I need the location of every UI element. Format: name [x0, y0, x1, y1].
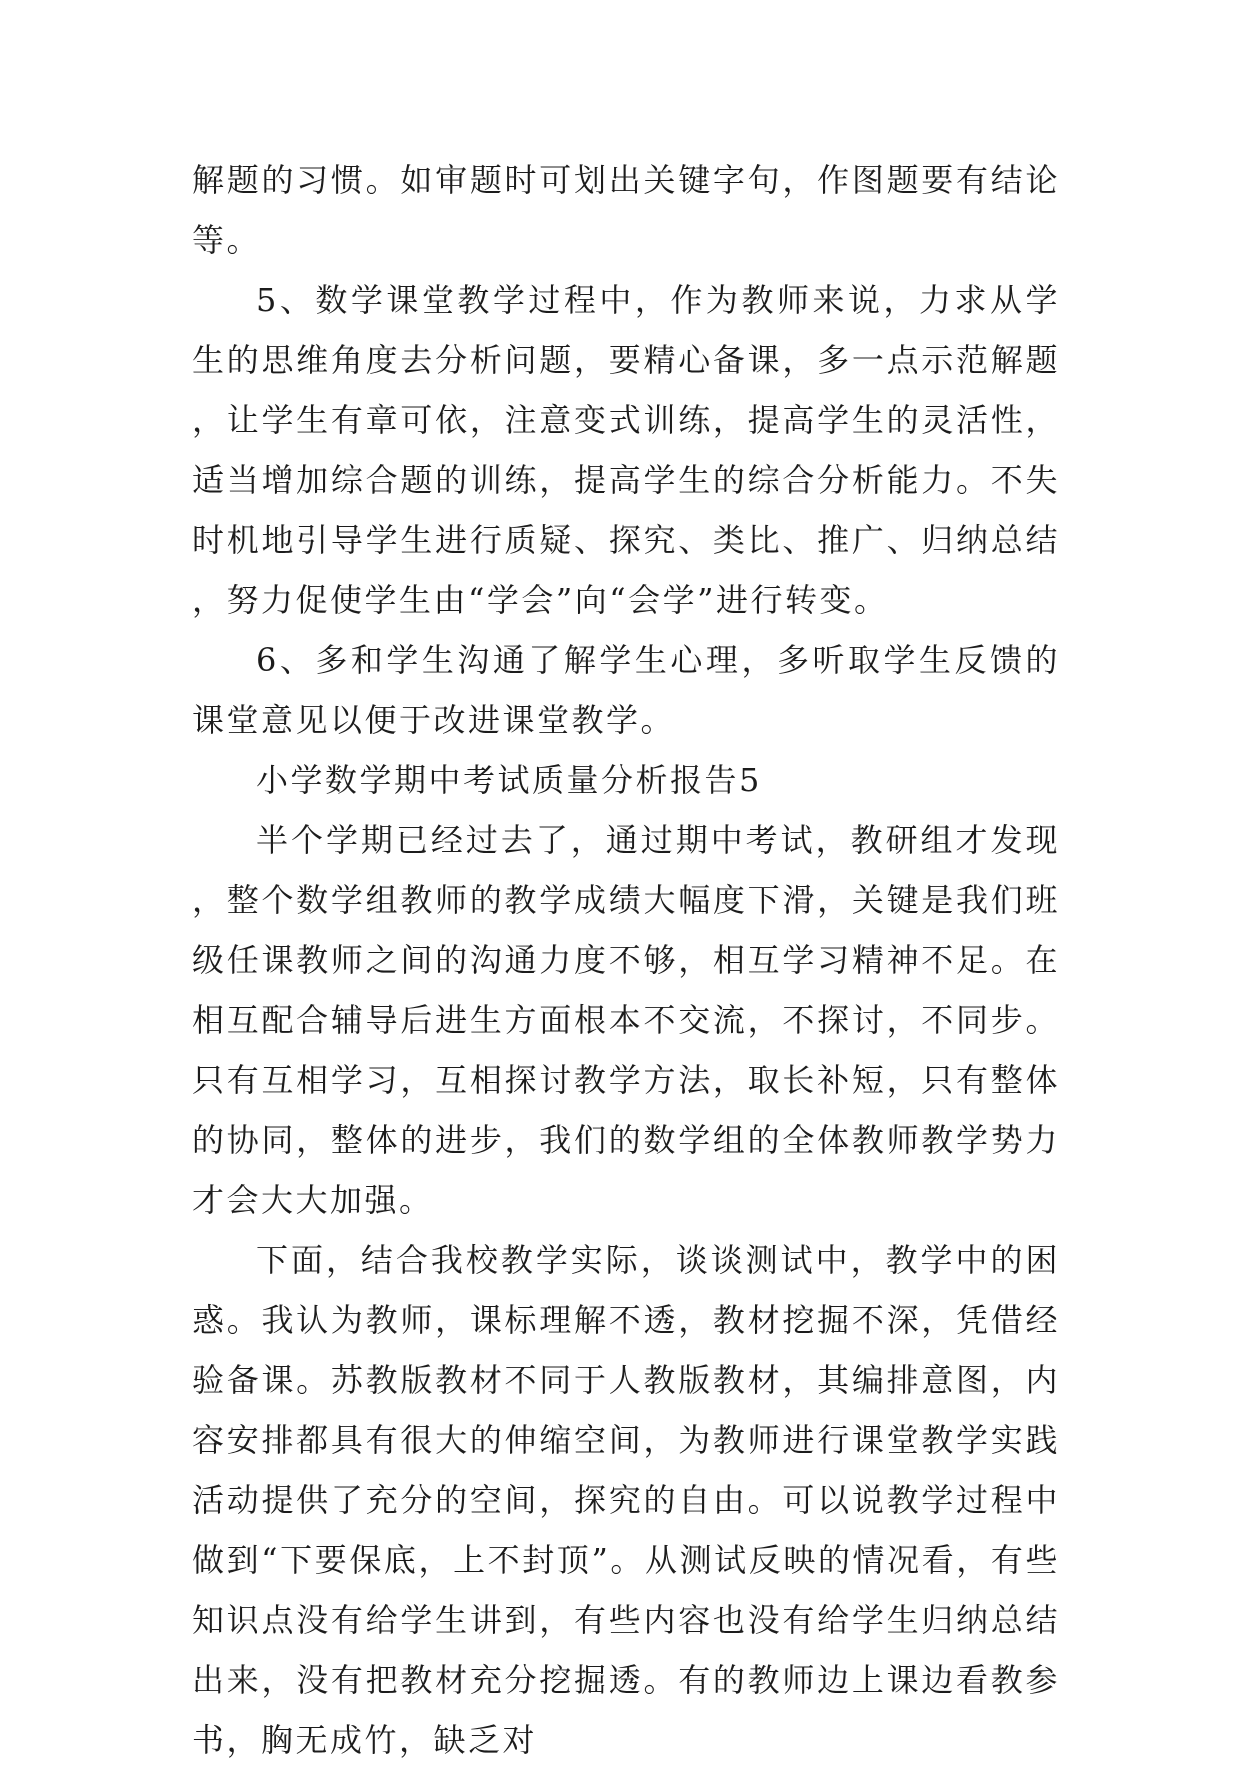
- paragraph-point-6: 6、多和学生沟通了解学生心理，多听取学生反馈的课堂意见以便于改进课堂教学。: [192, 641, 1060, 739]
- paragraph-continuation: 解题的习惯。如审题时可划出关键字句，作图题要有结论等。: [192, 161, 1060, 259]
- document-body: [192, 150, 1060, 1770]
- paragraph-analysis: 下面，结合我校教学实际，谈谈测试中，教学中的困惑。我认为教师，课标理解不透，教材挖掘不深，凭借经验备课。苏教版教材不同于人教版教材，其编排意图，内容安排都具有很大的伸缩空间，为教师进行课堂教学实践活动提供了充分的空间，探究的自由。可以说教学过程中做到“下要保底，上不封顶”。从测试反映的情况看，有些知识点没有给学生讲到，有些内容也没有给学生归纳总结出来，没有把教材充分挖掘透。有的教师边上课边看教参书，胸无成竹，缺乏对: [192, 1241, 1060, 1759]
- paragraph-intro: 半个学期已经过去了，通过期中考试，教研组才发现，整个数学组教师的教学成绩大幅度下滑，关键是我们班级任课教师之间的沟通力度不够，相互学习精神不足。在相互配合辅导后进生方面根本不交流，不探讨，不同步。只有互相学习，互相探讨教学方法，取长补短，只有整体的协同，整体的进步，我们的数学组的全体教师教学势力才会大大加强。: [192, 821, 1060, 1219]
- paragraph-point-5: 5、数学课堂教学过程中，作为教师来说，力求从学生的思维角度去分析问题，要精心备课，多一点示范解题，让学生有章可依，注意变式训练，提高学生的灵活性，适当增加综合题的训练，提高学生的综合分析能力。不失时机地引导学生进行质疑、探究、类比、推广、归纳总结，努力促使学生由“学会”向“会学”进行转变。: [192, 281, 1060, 619]
- section-heading: 小学数学期中考试质量分析报告5: [256, 761, 762, 799]
